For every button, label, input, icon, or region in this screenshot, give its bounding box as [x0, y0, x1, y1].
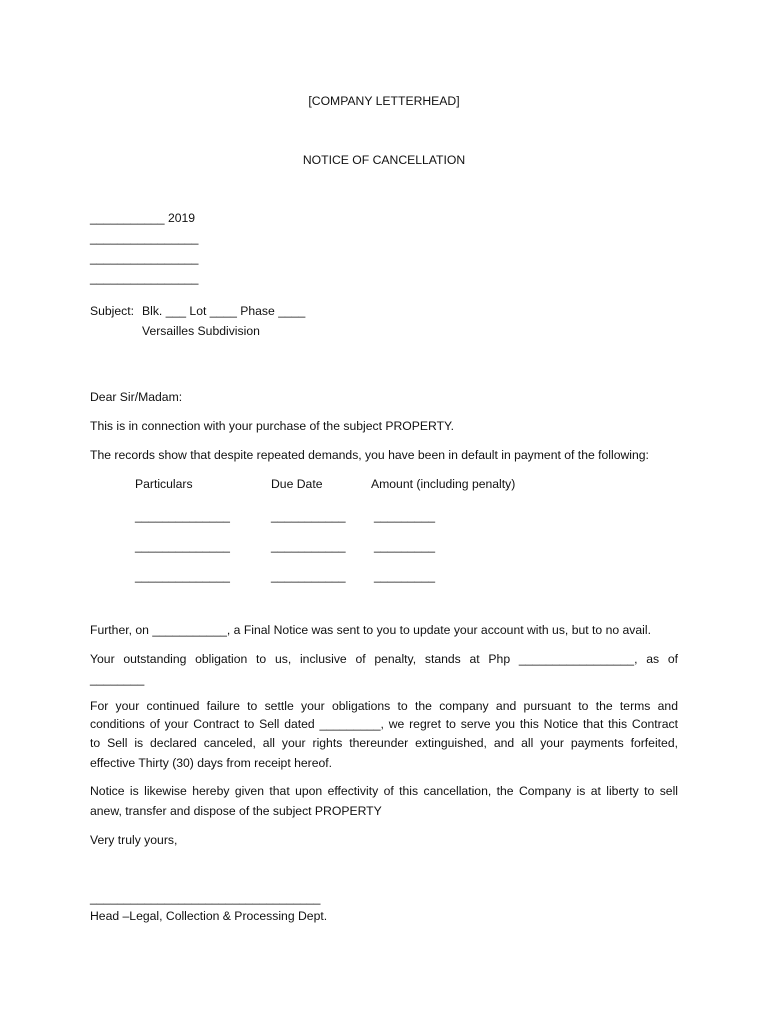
table-cell: ___________ — [271, 569, 346, 583]
paragraph-default: The records show that despite repeated demands, you have been in default in payment of the following: — [90, 448, 649, 462]
table-cell: _________ — [374, 509, 436, 523]
paragraph-liberty-line: anew, transfer and dispose of the subject PROPERTY — [90, 804, 382, 818]
table-cell: ___________ — [271, 509, 346, 523]
paragraph-cancellation-line: effective Thirty (30) days from receipt hereof. — [90, 756, 333, 770]
document-title: NOTICE OF CANCELLATION — [302, 153, 466, 167]
address-line: ________________ — [90, 251, 199, 265]
signatory-title: Head –Legal, Collection & Processing Dept. — [90, 909, 328, 923]
paragraph-cancellation-line: conditions of your Contract to Sell dated _________, we regret to serve you this Notice that this Contract — [90, 717, 678, 731]
subject-subdivision: Versailles Subdivision — [142, 324, 260, 338]
table-cell: _________ — [374, 569, 436, 583]
table-header-amount: Amount (including penalty) — [371, 477, 516, 491]
paragraph-final-notice: Further, on ___________, a Final Notice was sent to you to update your account with us, but to no avail. — [90, 623, 651, 637]
letterhead-placeholder: [COMPANY LETTERHEAD] — [308, 94, 460, 108]
table-cell: ___________ — [271, 539, 346, 553]
address-line: ________________ — [90, 231, 199, 245]
paragraph-cancellation-line: For your continued failure to settle your obligations to the company and pursuant to the terms and — [90, 699, 678, 713]
paragraph-obligation-line: Your outstanding obligation to us, inclusive of penalty, stands at Php _________________, as of — [90, 652, 678, 666]
table-cell: _________ — [374, 539, 436, 553]
table-cell: ______________ — [135, 539, 230, 553]
paragraph-obligation-date: ________ — [90, 672, 145, 686]
salutation: Dear Sir/Madam: — [90, 390, 183, 404]
subject-label: Subject: — [90, 304, 135, 318]
table-cell: ______________ — [135, 509, 230, 523]
date-line: ___________ 2019 — [90, 211, 196, 225]
subject-property-line: Blk. ___ Lot ____ Phase ____ — [142, 304, 306, 318]
closing: Very truly yours, — [90, 833, 178, 847]
table-header-particulars: Particulars — [135, 477, 193, 491]
table-header-due-date: Due Date — [271, 477, 323, 491]
paragraph-cancellation-line: to Sell is declared canceled, all your rights thereunder extinguished, and all your payments forfeited, — [90, 736, 678, 750]
paragraph-purchase: This is in connection with your purchase of the subject PROPERTY. — [90, 419, 454, 433]
address-line: ________________ — [90, 271, 199, 285]
paragraph-liberty-line: Notice is likewise hereby given that upon effectivity of this cancellation, the Company is at liberty to sell — [90, 784, 678, 798]
signature-line: __________________________________ — [90, 891, 321, 905]
table-cell: ______________ — [135, 569, 230, 583]
